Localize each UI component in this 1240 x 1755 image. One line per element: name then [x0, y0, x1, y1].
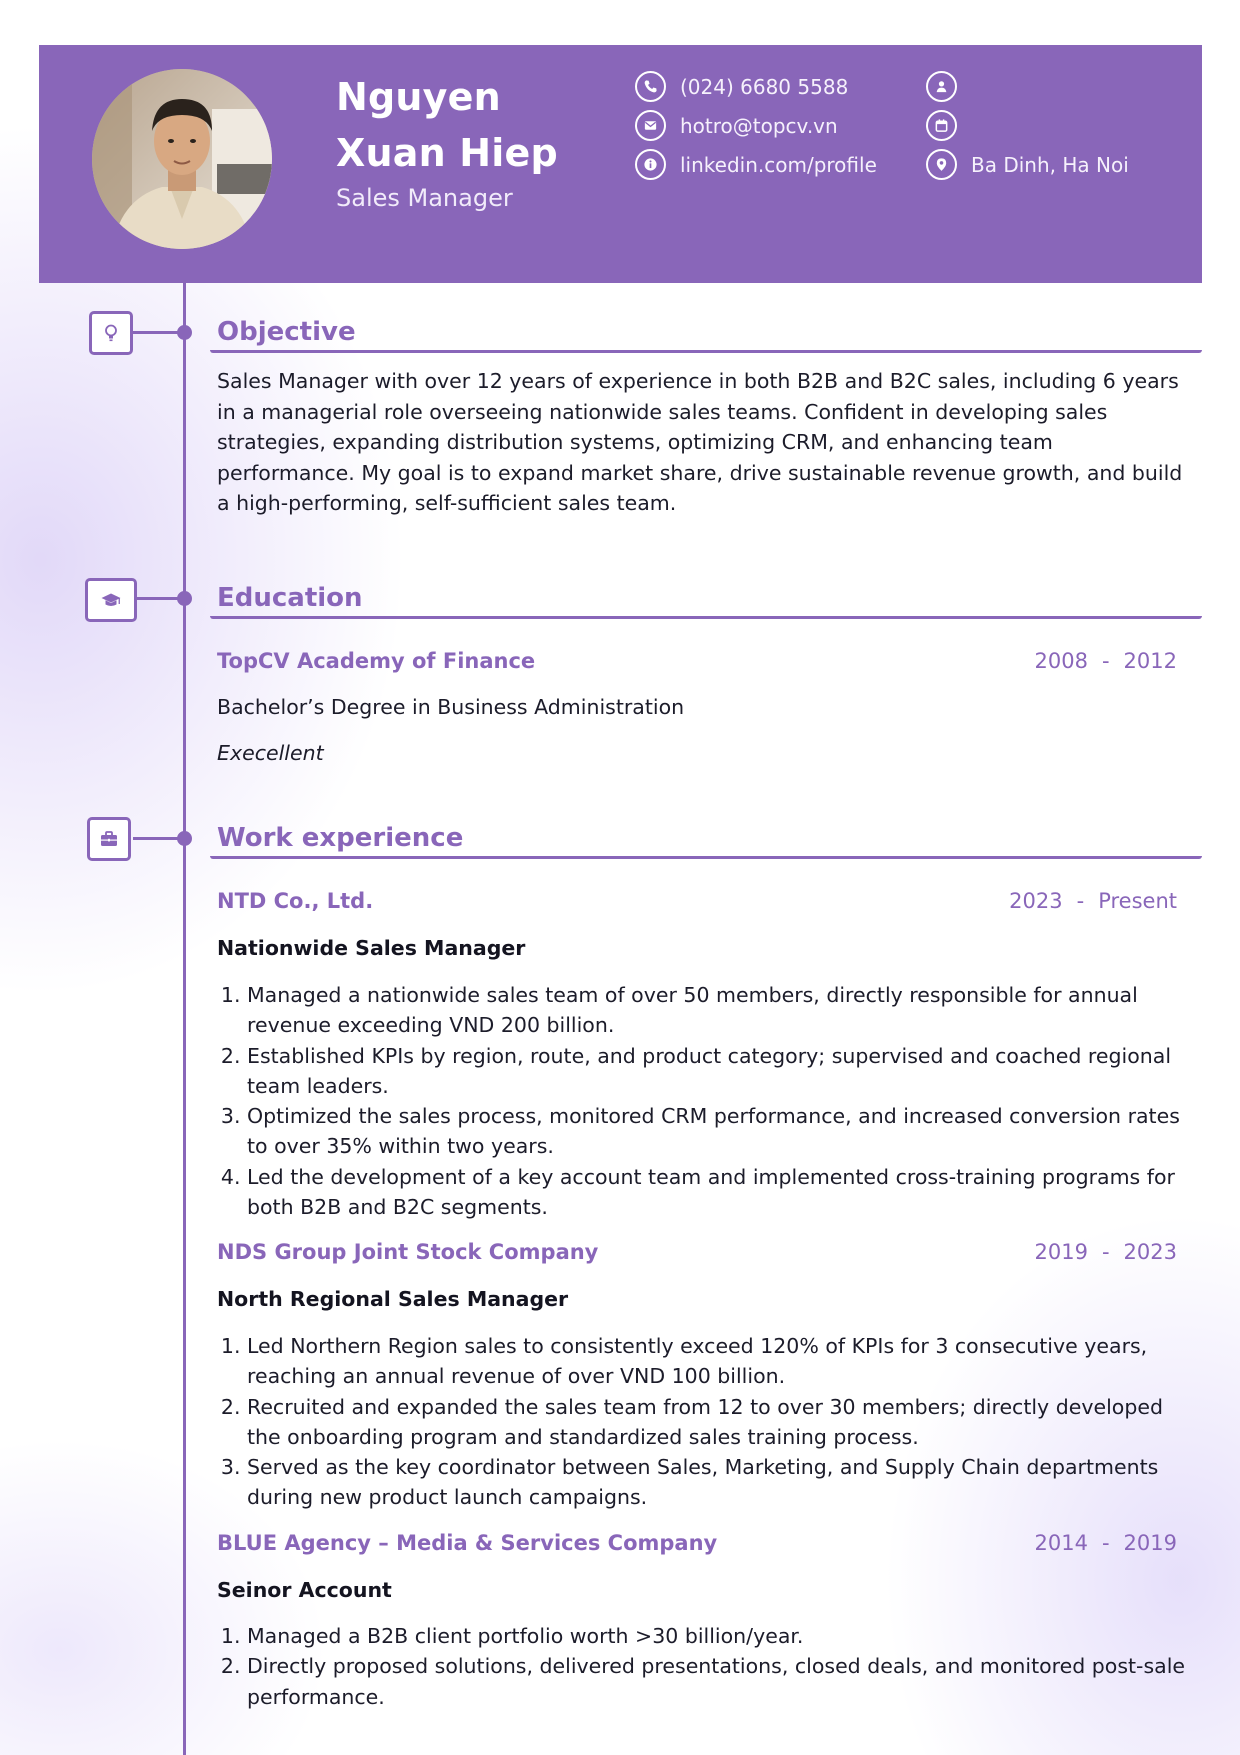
duty-item: 2. Directly proposed solutions, delivered presentations, closed deals, and monitored post-sale performance.	[247, 1651, 1197, 1712]
objective-heading: Objective	[217, 317, 356, 347]
job-role: Seinor Account	[217, 1578, 392, 1602]
lightbulb-icon	[89, 311, 133, 355]
job-start: 2023	[1009, 889, 1063, 913]
envelope-icon	[635, 110, 666, 141]
education-heading: Education	[217, 583, 363, 613]
job-duties	[247, 980, 1197, 1222]
info-icon	[635, 149, 666, 180]
job-duties	[247, 1621, 1197, 1712]
education-dates	[1035, 649, 1177, 673]
job-header	[217, 886, 1177, 916]
experience-dot	[177, 831, 192, 846]
contact-website	[635, 145, 877, 184]
experience-heading: Work experience	[217, 823, 464, 853]
duty-item: 2. Established KPIs by region, route, and product category; supervised and coached regional team leaders.	[247, 1041, 1197, 1102]
duty-item: 1. Managed a B2B client portfolio worth >30 billion/year.	[247, 1621, 1197, 1651]
profile-photo	[92, 69, 272, 249]
education-rule	[210, 616, 1202, 619]
job-dates	[1035, 1531, 1177, 1555]
education-dot	[177, 591, 192, 606]
school-name: TopCV Academy of Finance	[217, 649, 536, 673]
date-separator: -	[1101, 1240, 1110, 1264]
job-header	[217, 1528, 1177, 1558]
grade: Execellent	[217, 741, 324, 765]
objective-rule	[210, 350, 1202, 353]
company-name: BLUE Agency – Media & Services Company	[217, 1531, 718, 1555]
contact-phone	[635, 67, 877, 106]
contact-column-1	[635, 67, 877, 184]
education-start: 2008	[1034, 649, 1088, 673]
contact-birthday	[926, 106, 1129, 145]
education-end: 2012	[1123, 649, 1177, 673]
job-dates	[1035, 1240, 1177, 1264]
job-role: Nationwide Sales Manager	[217, 936, 526, 960]
user-icon	[926, 71, 957, 102]
job-end: Present	[1098, 889, 1177, 913]
job-start: 2014	[1034, 1531, 1088, 1555]
job-duties	[247, 1331, 1197, 1513]
degree: Bachelor’s Degree in Business Administration	[217, 695, 685, 719]
contact-person	[926, 67, 1129, 106]
calendar-icon	[926, 110, 957, 141]
job-end: 2023	[1123, 1240, 1177, 1264]
date-separator: -	[1101, 649, 1110, 673]
duty-item: 4. Led the development of a key account team and implemented cross-training programs for both B2B and B2C segments.	[247, 1162, 1197, 1223]
date-separator: -	[1076, 889, 1085, 913]
duty-item: 3. Served as the key coordinator between Sales, Marketing, and Supply Chain departments during new product launch campaigns.	[247, 1452, 1197, 1513]
contact-address	[926, 145, 1129, 184]
duty-item: 3. Optimized the sales process, monitored CRM performance, and increased conversion rates to over 35% within two years.	[247, 1101, 1197, 1162]
briefcase-icon	[87, 817, 131, 861]
location-pin-icon	[926, 149, 957, 180]
address-text: Ba Dinh, Ha Noi	[971, 152, 1129, 177]
experience-rule	[210, 856, 1202, 859]
phone-text: (024) 6680 5588	[680, 74, 849, 99]
timeline-line	[183, 283, 186, 1755]
duty-item: 1. Led Northern Region sales to consistently exceed 120% of KPIs for 3 consecutive years, reaching an annual revenue of over VND 100 billion.	[247, 1331, 1197, 1392]
graduation-cap-icon	[85, 578, 137, 622]
objective-text: Sales Manager with over 12 years of experience in both B2B and B2C sales, including 6 years in a managerial role overseeing nationwide sales teams. Confident in developing sales strategies, expanding distribution systems, optimizing CRM, and enhancing team performance. My goal is to expand market share, drive sustainable revenue growth, and build a high-performing, self-sufficient sales team.	[217, 369, 1183, 515]
contact-column-2	[926, 67, 1129, 184]
date-separator: -	[1101, 1531, 1110, 1555]
candidate-title: Sales Manager	[336, 184, 513, 212]
cv-header	[39, 45, 1202, 283]
education-entry-header	[217, 646, 1177, 676]
job-end: 2019	[1123, 1531, 1177, 1555]
email-text: hotro@topcv.vn	[680, 113, 838, 138]
experience-connector	[133, 837, 183, 840]
duty-item: 2. Recruited and expanded the sales team from 12 to over 30 members; directly developed the onboarding program and standardized sales training process.	[247, 1392, 1197, 1453]
company-name: NDS Group Joint Stock Company	[217, 1240, 599, 1264]
job-header	[217, 1237, 1177, 1267]
job-start: 2019	[1034, 1240, 1088, 1264]
phone-icon	[635, 71, 666, 102]
job-dates	[1009, 889, 1177, 913]
objective-dot	[177, 325, 192, 340]
company-name: NTD Co., Ltd.	[217, 889, 374, 913]
candidate-name: Nguyen Xuan Hiep	[336, 75, 558, 175]
website-text: linkedin.com/profile	[680, 152, 877, 177]
objective-connector	[133, 331, 183, 334]
job-role: North Regional Sales Manager	[217, 1287, 569, 1311]
avatar	[92, 69, 272, 249]
contact-email	[635, 106, 877, 145]
duty-item: 1. Managed a nationwide sales team of over 50 members, directly responsible for annual revenue exceeding VND 200 billion.	[247, 980, 1197, 1041]
